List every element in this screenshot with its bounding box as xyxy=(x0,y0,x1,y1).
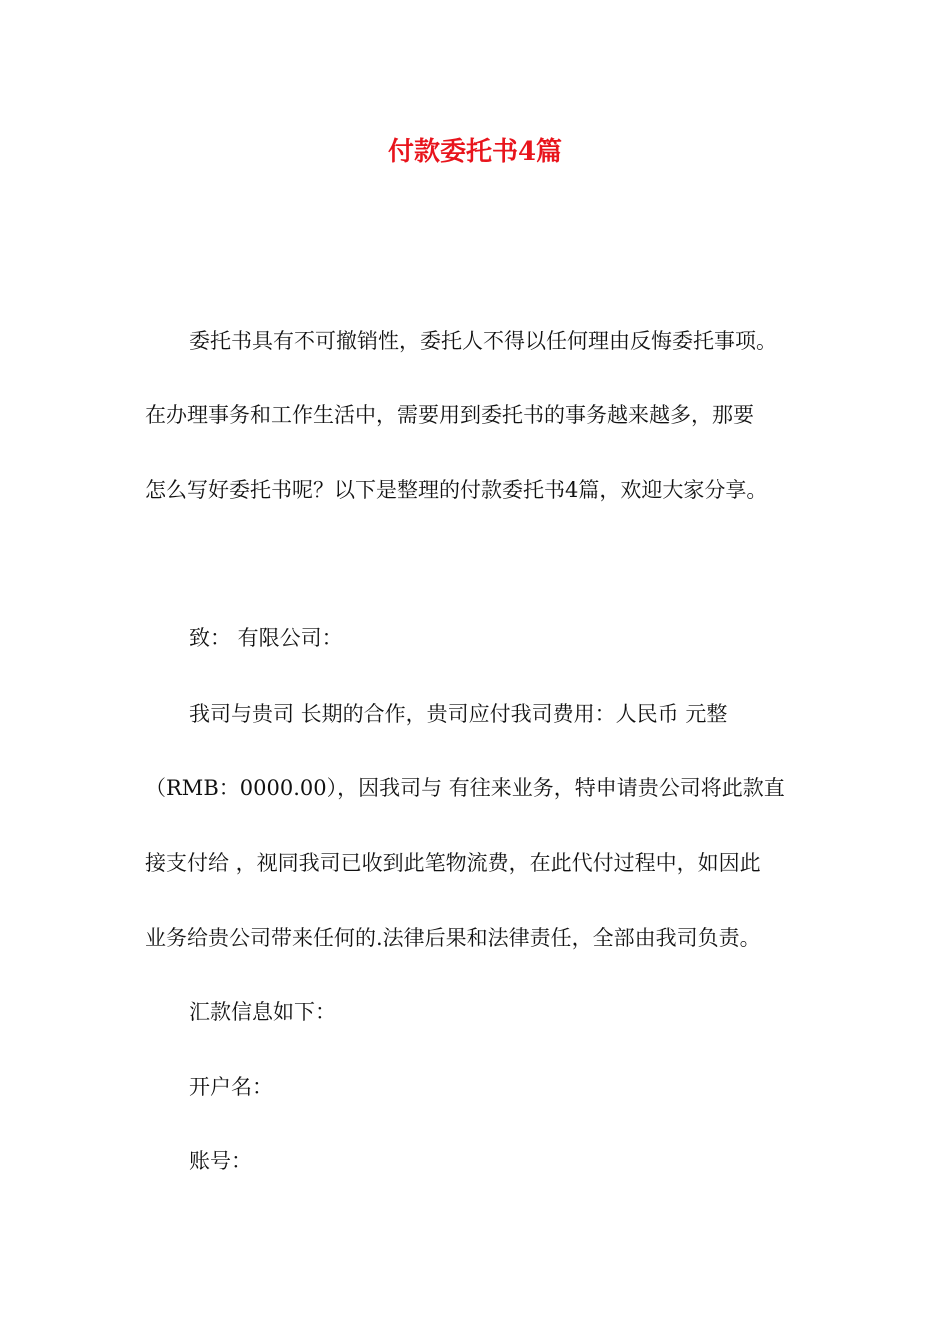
body-line-4: 业务给贵公司带来任何的.法律后果和法律责任，全部由我司负责。 xyxy=(145,926,761,950)
body-line-2: （RMB：0000.00），因我司与 有往来业务，特申请贵公司将此款直 xyxy=(145,776,785,800)
intro-line-1: 委托书具有不可撤销性，委托人不得以任何理由反悔委托事项。 xyxy=(189,329,777,353)
salutation: 致： 有限公司： xyxy=(189,626,343,650)
body-line-1: 我司与贵司 长期的合作，贵司应付我司费用：人民币 元整 xyxy=(189,702,728,726)
intro-line-2: 在办理事务和工作生活中，需要用到委托书的事务越来越多，那要 xyxy=(145,403,754,427)
account-name-label: 开户名： xyxy=(189,1075,273,1099)
document-title: 付款委托书4篇 xyxy=(387,137,563,167)
account-number-label: 账号： xyxy=(189,1149,252,1173)
body-line-3: 接支付给 ，视同我司已收到此笔物流费，在此代付过程中，如因此 xyxy=(145,851,761,875)
remit-heading: 汇款信息如下： xyxy=(189,1000,336,1024)
intro-line-3: 怎么写好委托书呢？以下是整理的付款委托书4篇，欢迎大家分享。 xyxy=(145,478,768,502)
